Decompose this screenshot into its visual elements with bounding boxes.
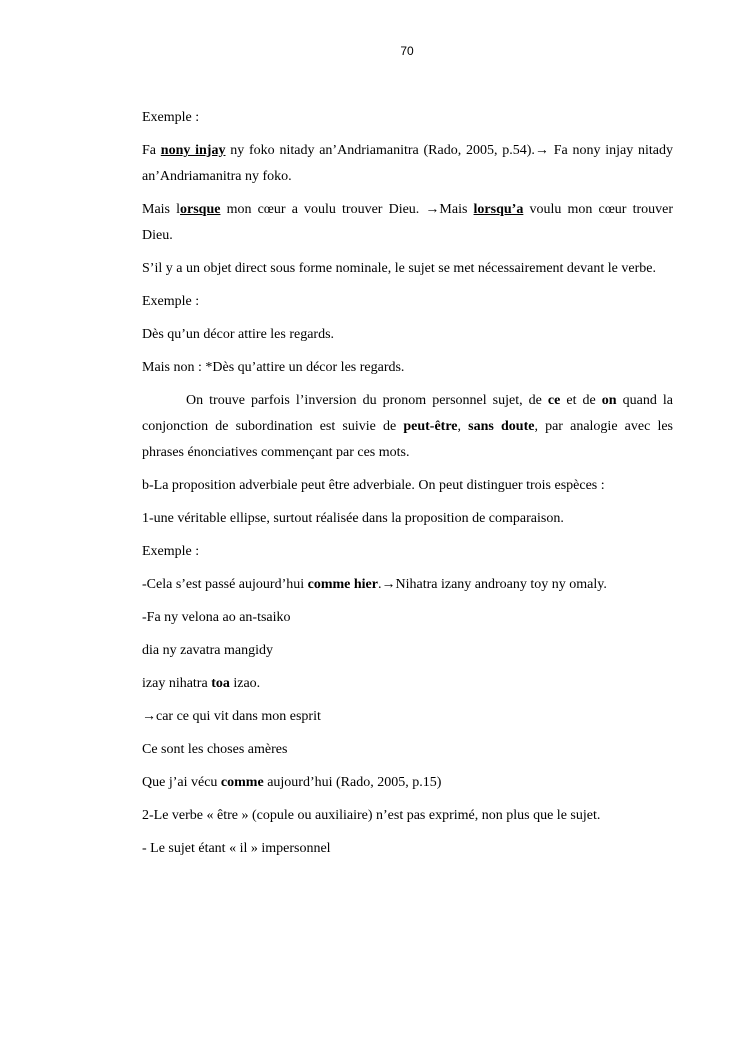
bold-term: toa — [211, 676, 230, 691]
text-run: .→Nihatra izany androany toy ny omaly. — [377, 577, 607, 592]
text-run: On trouve parfois l’inversion du pronom personnel sujet, de — [186, 393, 548, 408]
example-label: Exemple : — [142, 544, 200, 559]
poem-line: dia ny zavatra mangidy — [142, 643, 274, 658]
example-label: Exemple : — [142, 110, 200, 125]
poem-line — [142, 770, 673, 796]
document-body — [142, 105, 673, 869]
underlined-term: nony injay — [160, 143, 226, 158]
bold-term: peut-être — [403, 419, 458, 434]
example-label: Exemple : — [142, 294, 200, 309]
paragraph-2-verbe: 2-Le verbe « être » (copule ou auxiliaire) n’est pas exprimé, non plus que le sujet. — [142, 808, 601, 823]
text-run: aujourd’hui (Rado, 2005, p.15) — [263, 775, 442, 790]
text-run: ny foko nitady an’Andriamanitra (Rado, 2005, p.54).→ Fa nony injay nitady an’Andriamanitra ny foko. — [142, 143, 673, 184]
bold-term: comme hier — [307, 577, 378, 592]
paragraph-lorsque — [142, 197, 673, 249]
bold-term: ce — [547, 393, 561, 408]
paragraph-sujet-impersonnel: - Le sujet étant « il » impersonnel — [142, 841, 331, 856]
paragraph-objet-direct: S’il y a un objet direct sous forme nominale, le sujet se met nécessairement devant le verbe. — [142, 261, 656, 276]
text-run: izay nihatra — [142, 676, 212, 691]
poem-line: -Fa ny velona ao an-tsaiko — [142, 610, 291, 625]
underlined-term: orsque — [180, 202, 221, 217]
text-run: Fa — [142, 143, 161, 158]
bold-term: sans doute — [468, 419, 535, 434]
poem-line — [142, 671, 673, 697]
text-run: , par analogie avec les phrases énonciatives commençant par ces mots. — [142, 419, 674, 460]
paragraph-nony-injay — [142, 138, 673, 190]
poem-line: Ce sont les choses amères — [142, 742, 288, 757]
text-run: -Cela s’est passé aujourd’hui — [142, 577, 308, 592]
text-run: voulu mon cœur trouver Dieu. — [142, 202, 674, 243]
paragraph-inversion — [142, 388, 673, 466]
poem-line: →car ce qui vit dans mon esprit — [142, 709, 321, 724]
example-sentence — [142, 572, 673, 598]
text-run: quand la conjonction de subordination est suivie de — [142, 393, 673, 434]
text-run: , — [457, 419, 469, 434]
bold-term: on — [601, 393, 617, 408]
bold-term: comme — [220, 775, 264, 790]
example-sentence: Dès qu’un décor attire les regards. — [142, 327, 335, 342]
text-run: mon cœur a voulu trouver Dieu. →Mais — [220, 202, 474, 217]
text-run: Mais l — [142, 202, 181, 217]
paragraph-1-ellipse: 1-une véritable ellipse, surtout réalisée dans la proposition de comparaison. — [142, 511, 564, 526]
paragraph-b-proposition: b-La proposition adverbiale peut être adverbiale. On peut distinguer trois espèces : — [142, 478, 605, 493]
underlined-term: lorsqu’a — [473, 202, 524, 217]
text-run: Que j’ai vécu — [142, 775, 221, 790]
text-run: et de — [560, 393, 602, 408]
text-run: izao. — [229, 676, 261, 691]
example-sentence: Mais non : *Dès qu’attire un décor les regards. — [142, 360, 405, 375]
page-number: 70 — [400, 44, 414, 58]
